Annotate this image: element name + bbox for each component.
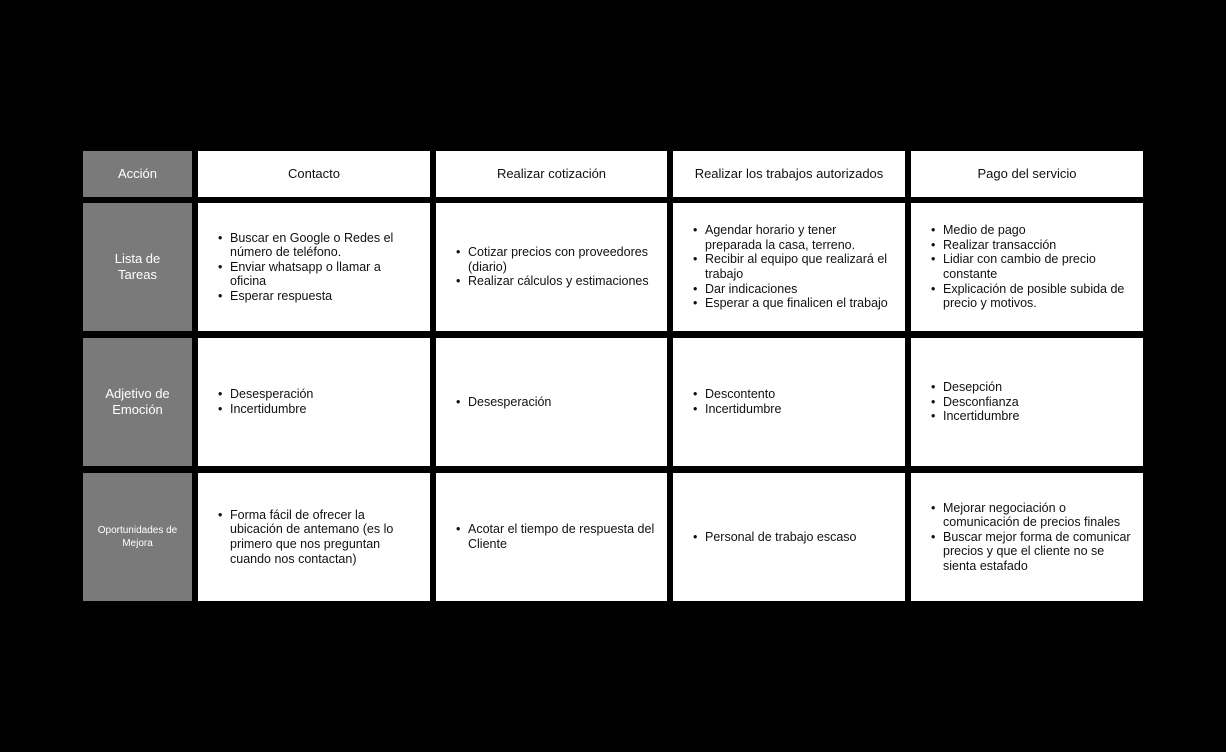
row-header-tareas-label: Lista de Tareas <box>114 251 161 282</box>
bullet-list <box>218 508 420 566</box>
header-contacto <box>198 151 430 197</box>
list-item: • Buscar mejor forma de comunicar precios y que el cliente no se sienta estafado <box>931 530 1133 574</box>
cell-mejora-contacto <box>198 473 430 601</box>
list-item: • Enviar whatsapp o llamar a oficina <box>218 260 420 289</box>
row-header-emocion-label: Adjetivo de Emoción <box>105 386 170 417</box>
list-item: • Cotizar precios con proveedores (diario) <box>456 245 657 274</box>
header-pago <box>911 151 1143 197</box>
bullet-list <box>693 223 895 311</box>
list-item: • Lidiar con cambio de precio constante <box>931 252 1133 281</box>
bullet-list <box>456 522 657 551</box>
bullet-list <box>693 387 781 416</box>
list-item: • Incertidumbre <box>931 409 1019 424</box>
header-trabajos-label: Realizar los trabajos autorizados <box>694 166 884 181</box>
header-accion <box>83 151 192 197</box>
list-item: • Acotar el tiempo de respuesta del Cliente <box>456 522 657 551</box>
list-item: • Desesperación <box>456 395 551 410</box>
cell-emocion-cotizacion <box>436 338 667 466</box>
row-header-mejora <box>83 473 192 601</box>
list-item: • Esperar a que finalicen el trabajo <box>693 296 895 311</box>
header-accion-label: Acción <box>117 166 158 181</box>
list-item: • Forma fácil de ofrecer la ubicación de antemano (es lo primero que nos preguntan cuando nos contactan) <box>218 508 420 566</box>
bullet-list <box>218 387 313 416</box>
cell-tareas-pago <box>911 203 1143 331</box>
list-item: • Realizar transacción <box>931 238 1133 253</box>
cell-tareas-cotizacion <box>436 203 667 331</box>
bullet-list <box>931 380 1019 424</box>
list-item: • Esperar respuesta <box>218 289 420 304</box>
header-cotizacion <box>436 151 667 197</box>
list-item: • Personal de trabajo escaso <box>693 530 856 545</box>
list-item: • Agendar horario y tener preparada la casa, terreno. <box>693 223 895 252</box>
list-item: • Recibir al equipo que realizará el trabajo <box>693 252 895 281</box>
list-item: • Desesperación <box>218 387 313 402</box>
row-header-tareas <box>83 203 192 331</box>
list-item: • Descontento <box>693 387 781 402</box>
bullet-list <box>931 223 1133 311</box>
cell-emocion-trabajos <box>673 338 905 466</box>
bullet-list <box>456 395 551 410</box>
list-item: • Incertidumbre <box>218 402 313 417</box>
list-item: • Medio de pago <box>931 223 1133 238</box>
bullet-list <box>931 501 1133 574</box>
list-item: • Buscar en Google o Redes el número de teléfono. <box>218 231 420 260</box>
header-pago-label: Pago del servicio <box>977 166 1077 181</box>
header-cotizacion-label: Realizar cotización <box>496 166 607 181</box>
list-item: • Explicación de posible subida de precio y motivos. <box>931 282 1133 311</box>
list-item: • Incertidumbre <box>693 402 781 417</box>
cell-emocion-pago <box>911 338 1143 466</box>
list-item: • Desepción <box>931 380 1019 395</box>
list-item: • Dar indicaciones <box>693 282 895 297</box>
list-item: • Desconfianza <box>931 395 1019 410</box>
cell-mejora-pago <box>911 473 1143 601</box>
bullet-list <box>218 231 420 304</box>
cell-mejora-trabajos <box>673 473 905 601</box>
header-trabajos <box>673 151 905 197</box>
cell-tareas-trabajos <box>673 203 905 331</box>
header-contacto-label: Contacto <box>287 166 341 181</box>
list-item: • Mejorar negociación o comunicación de precios finales <box>931 501 1133 530</box>
bullet-list <box>693 530 856 545</box>
cell-mejora-cotizacion <box>436 473 667 601</box>
bullet-list <box>456 245 657 289</box>
row-header-mejora-label: Oportunidades de Mejora <box>97 525 178 549</box>
row-header-emocion <box>83 338 192 466</box>
cell-tareas-contacto <box>198 203 430 331</box>
cell-emocion-contacto <box>198 338 430 466</box>
list-item: • Realizar cálculos y estimaciones <box>456 274 657 289</box>
